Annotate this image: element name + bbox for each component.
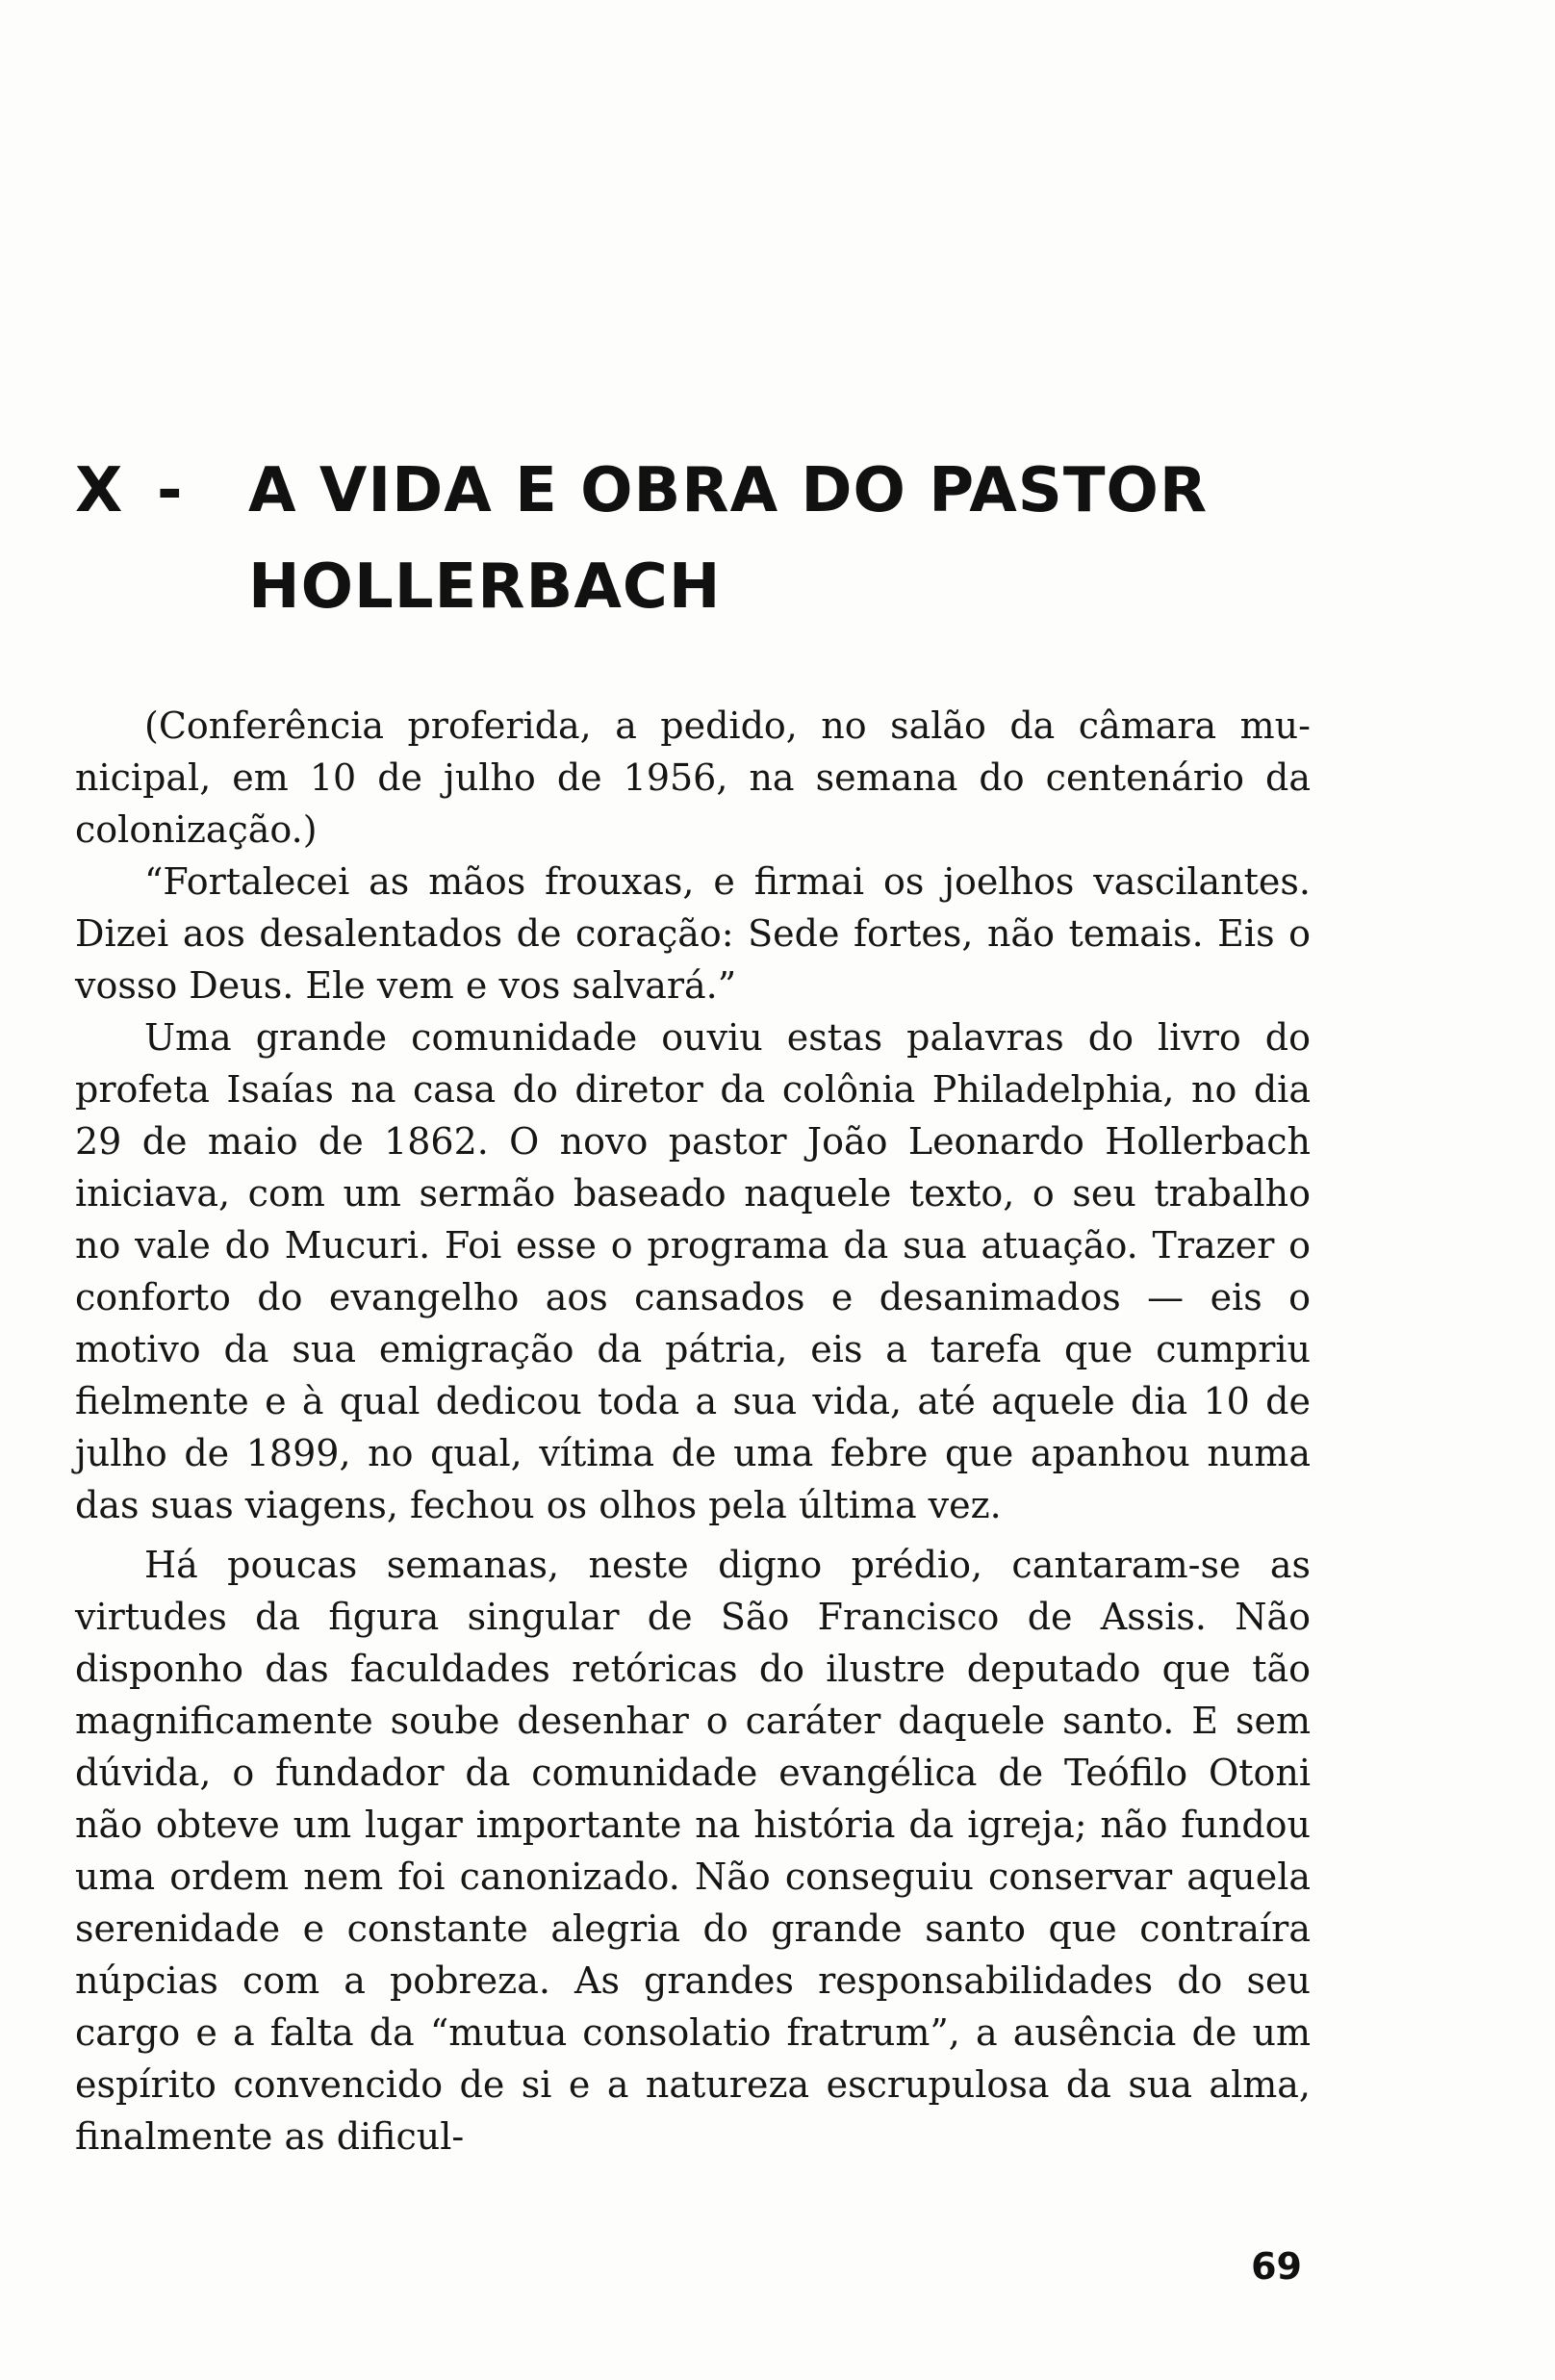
chapter-title-line2: HOLLERBACH <box>248 551 722 623</box>
paragraph-epigraph: “Fortalecei as mãos frouxas, e firmai os joelhos vascilantes. Dizei aos desalentados de coração: Sede fortes, não temais. Eis o vosso Deus. Ele vem e vos salvará.” <box>75 860 1311 1007</box>
paragraph: Uma grande comunidade ouviu estas palavras do livro do profeta Isaías na casa do diretor da colônia Philadelphia, no dia 29 de maio de 1862. O novo pastor João Leonardo Hollerbach iniciava, com um sermão baseado naquele texto, o seu trabalho no vale do Mucuri. Foi esse o programa da sua atuação. Trazer o conforto do evangelho aos cansados e desanimados — eis o motivo da sua emigração da pátria, eis a tarefa que cumpriu fielmente e à qual dedicou toda a sua vida, até aquele dia 10 de julho de 1899, no qual, vítima de uma febre que apanhou numa das suas viagens, fechou os olhos pela última vez. <box>75 1016 1311 1526</box>
chapter-separator: - <box>157 455 184 526</box>
paragraph-note: (Conferência proferida, a pedido, no salão da câmara municipal, em 10 de julho de 1956, na semana do centenário da colonização.) <box>75 704 1311 851</box>
page-number: 69 <box>1251 2245 1302 2288</box>
chapter-body <box>75 700 1311 2162</box>
paragraph: Há poucas semanas, neste digno prédio, cantaram-se as virtudes da figura singular de São Francisco de Assis. Não disponho das faculdades retóricas do ilustre deputado que tão magnificamente soube desenhar o caráter daquele santo. E sem dúvida, o fundador da comunidade evangélica de Teófilo Otoni não obteve um lugar importante na história da igreja; não fundou uma ordem nem foi canonizado. Não conseguiu conservar aquela serenidade e constante alegria do grande santo que contraíra núpcias com a pobreza. As grandes responsabilidades do seu cargo e a falta da “mutua consolatio fratrum”, a ausência de um espírito convencido de si e a natureza escrupulosa da sua alma, finalmente as dificul- <box>75 1544 1311 2158</box>
chapter-number: X <box>75 455 124 526</box>
chapter-title-line1: A VIDA E OBRA DO PASTOR <box>248 455 1209 526</box>
chapter-title <box>75 443 1326 635</box>
